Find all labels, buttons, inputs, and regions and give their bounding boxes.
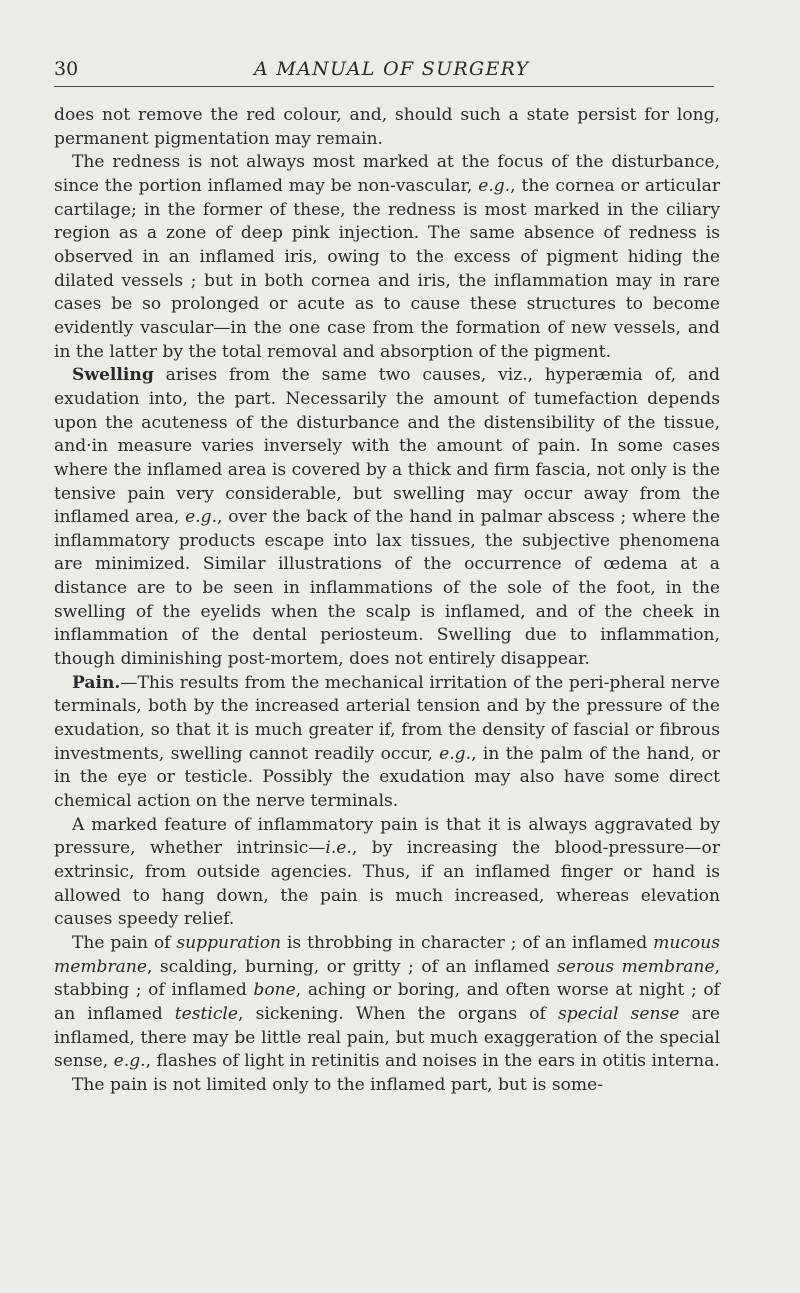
text-run: The pain of	[72, 932, 177, 953]
text-run: , in the palm of the hand, or in the eye or testicle. Possibly the exudation may also have some direct chemical action on the nerve terminals.	[54, 743, 720, 812]
page-header	[54, 58, 710, 80]
paragraph-p5	[54, 814, 720, 932]
text-run: , over the back of the hand in palmar abscess ; where the inflammatory products escape into lax tissues, the subjective phenomena are minimized. Similar illustrations of the occurrence of œdema at a distance are to be seen in inflammations of the sole of the foot, in the swelling of the eyelids when the scalp is inflamed, and of the cheek in inflammation of the dental periosteum. Swelling due to inflammation, though diminishing post-mortem, does not entirely disappear.	[54, 507, 720, 670]
italic-term: serous membrane	[556, 956, 715, 977]
text-run: The pain is not limited only to the inflamed part, but is some-	[72, 1074, 604, 1095]
italic-term: mucous membrane	[54, 932, 720, 977]
text-run: —This results from the mechanical irritation of the peri-pheral nerve terminals, both by the increased arterial tension and by the pressure of the exudation, so that it is much greater if, from the density of fascial or fibrous investments, swelling cannot readily occur,	[54, 672, 720, 764]
text-run: , sickening. When the organs of	[238, 1003, 558, 1024]
header-rule	[54, 86, 714, 87]
text-run: , the cornea or articular cartilage; in the former of these, the redness is most marked in the ciliary region as a zone of deep pink injection. The same absence of redness is observed in an inflamed iris, owing to the excess of pigment hiding the dilated vessels ; but in both cornea and iris, the inflammation may in rare cases be so prolonged or acute as to cause these structures to become evidently vascular—in the one case from the formation of new vessels, and in the latter by the total removal and absorption of the pigment.	[54, 175, 720, 362]
run-in-heading: Swelling	[72, 365, 154, 386]
italic-term: e.g.	[113, 1051, 146, 1072]
italic-term: i.e.	[325, 838, 352, 859]
text-run: , by increasing the blood-pressure—or extrinsic, from outside agencies. Thus, if an inflamed finger or hand is allowed to hang down, the pain is much increased, whereas elevation causes speedy relief.	[54, 838, 720, 930]
text-run: arises from the same two causes, viz., hyperæmia of, and exudation into, the part. Necessarily the amount of tumefaction depends upon the acuteness of the disturbance and the distensibility of the tissue, and·in measure varies inversely with the amount of pain. In some cases where the inflamed area is covered by a thick and firm fascia, not only is the tensive pain very considerable, but swelling may occur away from the inflamed area,	[54, 365, 720, 528]
italic-term: e.g.	[185, 507, 218, 528]
italic-term: suppuration	[176, 932, 282, 953]
italic-term: bone	[253, 980, 296, 1001]
text-run: does not remove the red colour, and, should such a state persist for long, permanent pigmentation may remain.	[54, 105, 720, 149]
paragraph-p3	[54, 364, 720, 672]
paragraph-p6	[54, 932, 720, 1074]
paragraph-p7	[54, 1074, 720, 1098]
text-run: is throbbing in character ; of an inflamed	[281, 932, 654, 953]
text-run: are inflamed, there may be little real pain, but much exaggeration of the special sense,	[54, 1003, 720, 1072]
text-run: , flashes of light in retinitis and noises in the ears in otitis interna.	[145, 1051, 720, 1072]
italic-term: e.g.	[478, 175, 511, 196]
text-run: , stabbing ; of inflamed	[54, 956, 720, 1001]
italic-term: e.g.	[439, 743, 472, 764]
text-run: The redness is not always most marked at the focus of the disturbance, since the portion inflamed may be non-vascular,	[54, 152, 720, 196]
paragraph-p1	[54, 104, 720, 151]
body-text	[54, 104, 720, 1098]
run-in-heading: Pain.	[72, 672, 121, 693]
running-title: A MANUAL OF SURGERY	[254, 58, 530, 80]
paragraph-p2	[54, 151, 720, 364]
italic-term: testicle	[174, 1003, 239, 1024]
text-run: , aching or boring, and often worse at night ; of an inflamed	[54, 980, 720, 1024]
text-run: , scalding, burning, or gritty ; of an inflamed	[146, 956, 557, 977]
page-number: 30	[54, 58, 79, 80]
paragraph-p4	[54, 672, 720, 814]
italic-term: special sense	[557, 1003, 680, 1024]
text-run: A marked feature of inflammatory pain is that it is always aggravated by pressure, whether intrinsic—	[54, 814, 720, 859]
